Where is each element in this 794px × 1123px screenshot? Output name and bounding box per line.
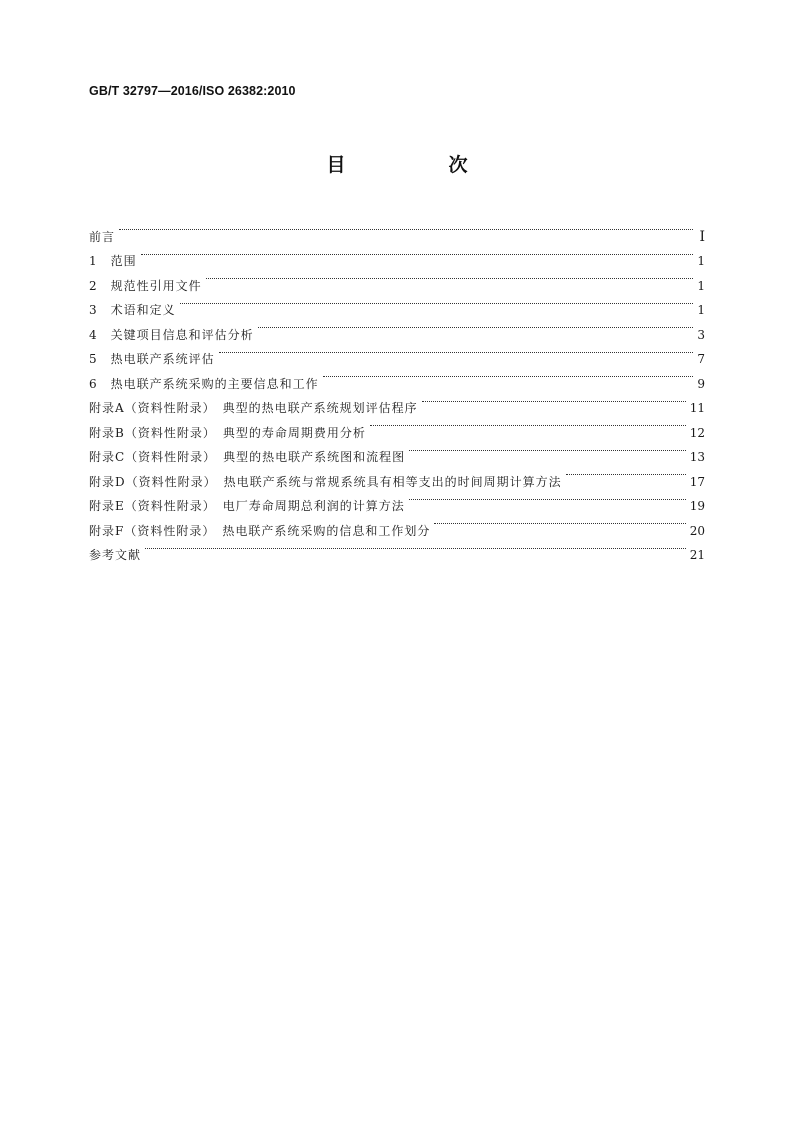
toc-entry[interactable] (89, 535, 705, 560)
toc-entry-label: 4 关键项目信息和评估分析 (89, 327, 254, 342)
toc-entry-page-number: 3 (697, 327, 705, 342)
toc-entry-page-number: 1 (697, 278, 705, 293)
toc-entry-page-number: I (699, 228, 705, 245)
toc-entry-label: 2 规范性引用文件 (89, 278, 202, 293)
toc-entry-label: 附录D（资料性附录） 热电联产系统与常规系统具有相等支出的时间周期计算方法 (89, 474, 562, 489)
standard-number: GB/T 32797—2016/ISO 26382:2010 (89, 84, 296, 98)
toc-entry-page-number: 1 (697, 254, 705, 268)
toc-entry-label: 3 术语和定义 (89, 303, 176, 317)
toc-entry-page-number: 12 (689, 425, 705, 440)
toc-entry-label: 附录B（资料性附录） 典型的寿命周期费用分析 (89, 425, 366, 440)
toc-entry-label: 前言 (89, 229, 116, 244)
toc-entry-page-number: 1 (697, 303, 705, 317)
toc-entry-label: 1 范围 (89, 254, 137, 268)
table-of-contents (89, 216, 705, 562)
toc-entry[interactable] (89, 290, 705, 315)
toc-dot-leader (409, 437, 686, 462)
toc-entry-label: 附录E（资料性附录） 电厂寿命周期总利润的计算方法 (89, 499, 405, 513)
toc-entry-page-number: 17 (689, 474, 705, 489)
toc-entry-page-number: 13 (689, 450, 705, 464)
toc-entry-label: 附录C（资料性附录） 典型的热电联产系统图和流程图 (89, 450, 406, 464)
toc-entry-label: 参考文献 (89, 548, 142, 562)
toc-entry-label: 6 热电联产系统采购的主要信息和工作 (89, 376, 319, 391)
toc-dot-leader (370, 412, 686, 437)
toc-entry-label: 5 热电联产系统评估 (89, 352, 215, 366)
toc-entry[interactable] (89, 241, 705, 266)
toc-entry[interactable] (89, 216, 705, 245)
toc-dot-leader (323, 363, 693, 388)
toc-entry[interactable] (89, 314, 705, 342)
toc-entry-label: 附录A（资料性附录） 典型的热电联产系统规划评估程序 (89, 401, 418, 415)
toc-dot-leader (206, 265, 693, 290)
toc-dot-leader (566, 461, 686, 486)
toc-dot-leader (434, 510, 685, 535)
toc-dot-leader (258, 314, 693, 339)
toc-entry-page-number: 11 (689, 401, 705, 415)
toc-dot-leader (422, 388, 686, 413)
toc-entry-label: 附录F（资料性附录） 热电联产系统采购的信息和工作划分 (89, 523, 431, 538)
toc-entry-page-number: 21 (689, 548, 705, 562)
toc-dot-leader (409, 486, 686, 511)
toc-entry-page-number: 20 (689, 523, 705, 538)
toc-dot-leader (219, 339, 693, 364)
toc-entry-page-number: 9 (697, 376, 705, 391)
toc-entry-page-number: 19 (689, 499, 705, 513)
toc-entry-page-number: 7 (697, 352, 705, 366)
toc-dot-leader (180, 290, 693, 315)
page-title: 目 次 (326, 154, 510, 176)
toc-dot-leader (119, 216, 693, 241)
toc-dot-leader (141, 241, 693, 266)
toc-dot-leader (145, 535, 686, 560)
toc-entry[interactable] (89, 265, 705, 293)
